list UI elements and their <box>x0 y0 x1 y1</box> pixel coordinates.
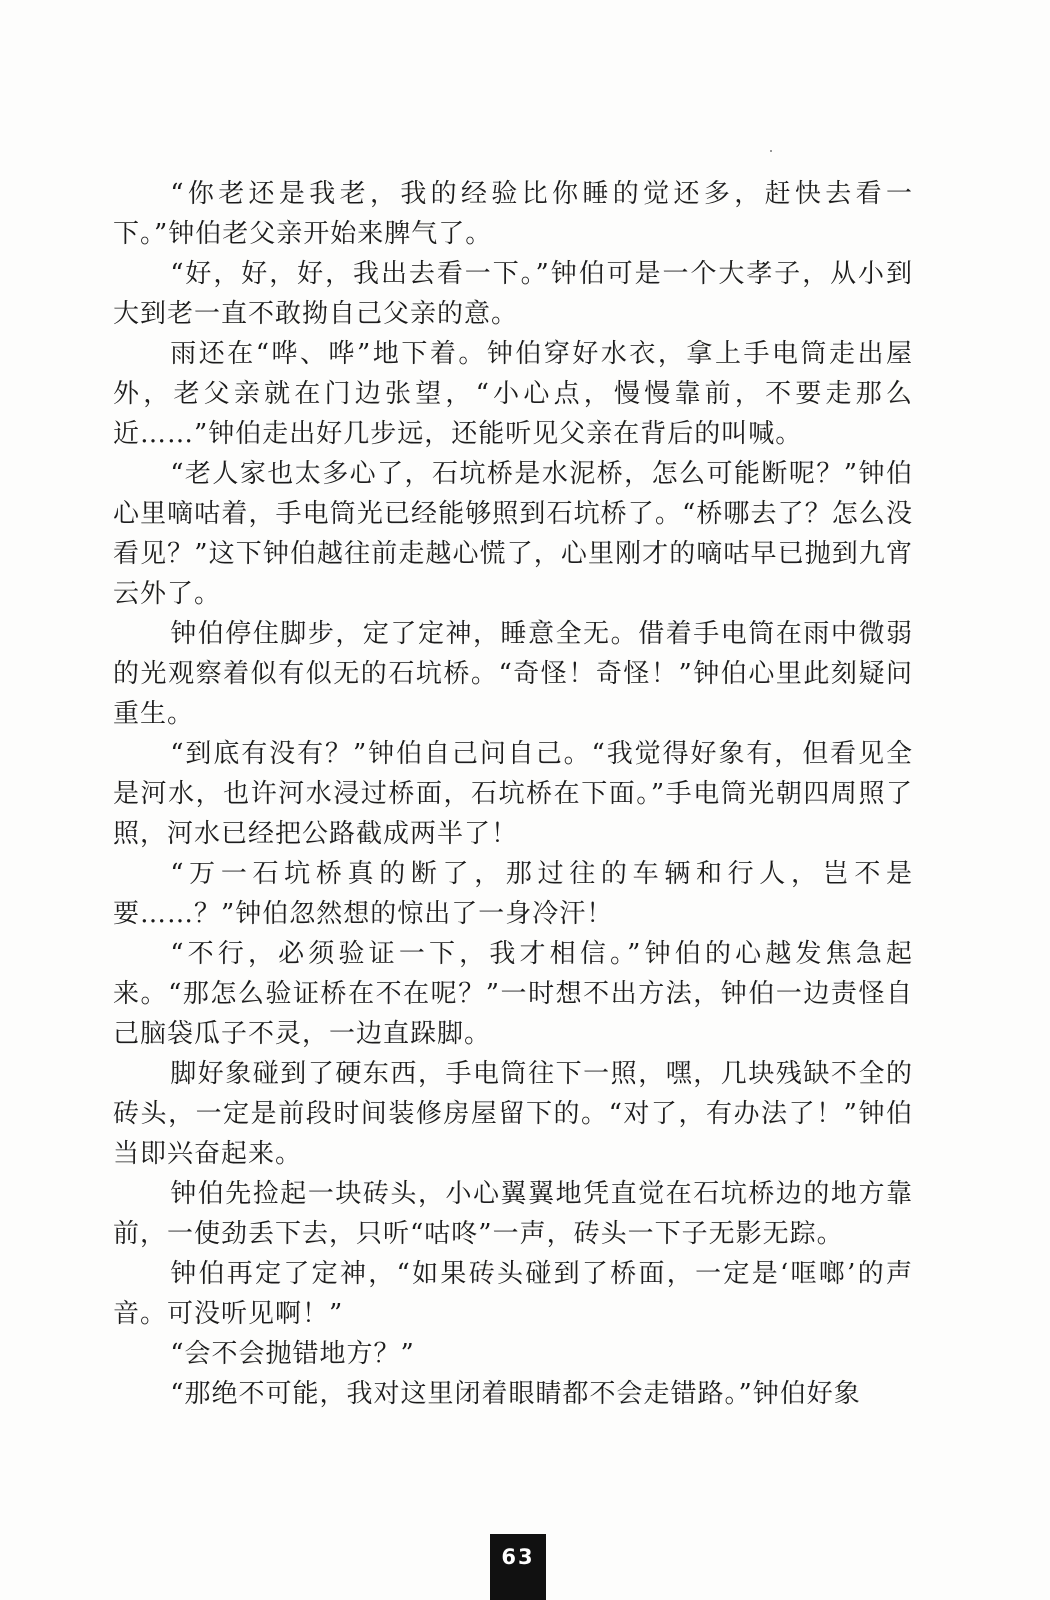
paragraph: “你老还是我老，我的经验比你睡的觉还多，赶快去看一下。”钟伯老父亲开始来脾气了。 <box>113 179 913 249</box>
scan-speck <box>770 150 772 152</box>
paragraph: “好，好，好，我出去看一下。”钟伯可是一个大孝子，从小到大到老一直不敢拗自己父亲的意。 <box>113 259 913 329</box>
page-number: 63 <box>490 1534 546 1600</box>
paragraph: 雨还在“哗、哗”地下着。钟伯穿好水衣，拿上手电筒走出屋外，老父亲就在门边张望，“小心点，慢慢靠前，不要走那么近……”钟伯走出好几步远，还能听见父亲在背后的叫喊。 <box>113 339 913 449</box>
paragraph: “会不会抛错地方？” <box>170 1339 415 1369</box>
paragraph: “万一石坑桥真的断了，那过往的车辆和行人，岂不是要……？”钟伯忽然想的惊出了一身冷汗！ <box>113 859 913 929</box>
paragraph: “那绝不可能，我对这里闭着眼睛都不会走错路。”钟伯好象 <box>170 1379 861 1409</box>
paragraph: 钟伯先捡起一块砖头，小心翼翼地凭直觉在石坑桥边的地方靠前，一使劲丢下去，只听“咕咚”一声，砖头一下子无影无踪。 <box>113 1179 913 1249</box>
paragraph: 脚好象碰到了硬东西，手电筒往下一照，嘿，几块残缺不全的砖头，一定是前段时间装修房屋留下的。“对了，有办法了！”钟伯当即兴奋起来。 <box>113 1059 913 1169</box>
paragraph: 钟伯再定了定神，“如果砖头碰到了桥面，一定是‘哐啷’的声音。可没听见啊！” <box>113 1259 913 1329</box>
body-text <box>113 174 913 1414</box>
paragraph: “老人家也太多心了，石坑桥是水泥桥，怎么可能断呢？”钟伯心里嘀咕着，手电筒光已经能够照到石坑桥了。“桥哪去了？怎么没看见？”这下钟伯越往前走越心慌了，心里刚才的嘀咕早已抛到九宵云外了。 <box>113 459 913 609</box>
paragraph: “到底有没有？”钟伯自己问自己。“我觉得好象有，但看见全是河水，也许河水浸过桥面，石坑桥在下面。”手电筒光朝四周照了照，河水已经把公路截成两半了！ <box>113 739 913 849</box>
paragraph: 钟伯停住脚步，定了定神，睡意全无。借着手电筒在雨中微弱的光观察着似有似无的石坑桥。“奇怪！奇怪！”钟伯心里此刻疑问重生。 <box>113 619 913 729</box>
paragraph: “不行，必须验证一下，我才相信。”钟伯的心越发焦急起来。“那怎么验证桥在不在呢？”一时想不出方法，钟伯一边责怪自己脑袋瓜子不灵，一边直跺脚。 <box>113 939 913 1049</box>
